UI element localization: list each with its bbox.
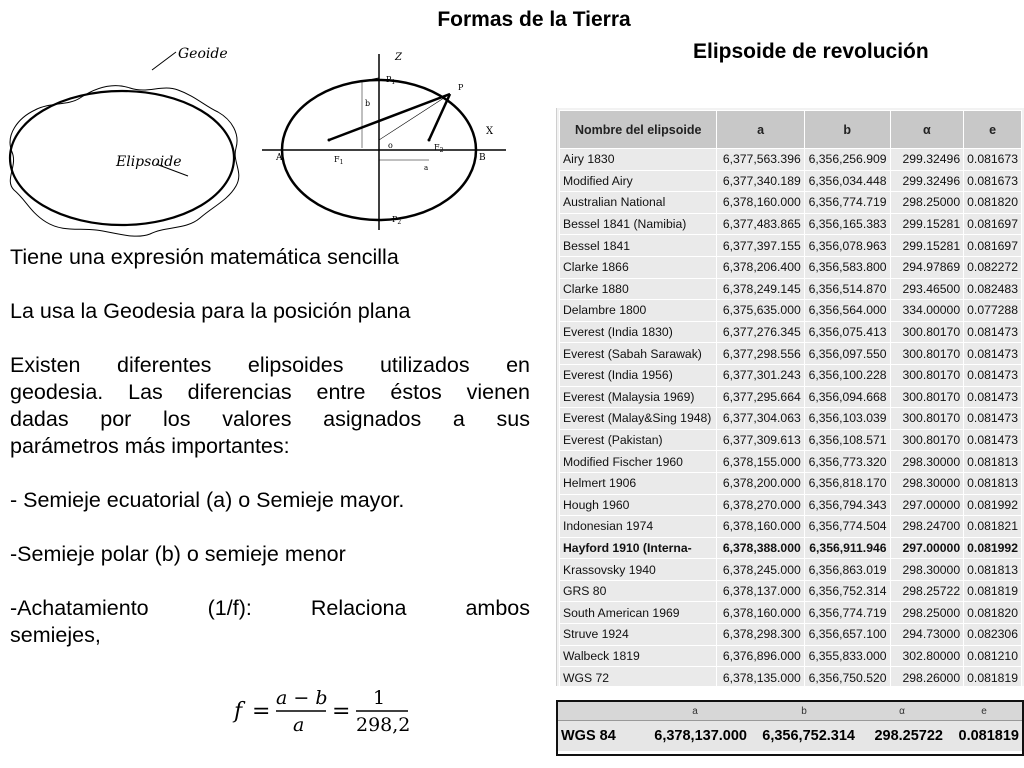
flattening-formula (232, 682, 432, 738)
table-row (560, 580, 1022, 602)
cell-e: 0.081473 (964, 364, 1022, 386)
cell-e: 0.081210 (964, 645, 1022, 667)
cell-a: 6,377,301.243 (717, 364, 804, 386)
table-row (560, 667, 1022, 686)
geoide-label: Geoide (178, 46, 228, 62)
cell-alpha: 298.25722 (890, 580, 964, 602)
text-line-5: -Semieje polar (b) o semieje menor (10, 542, 346, 566)
cell-b: 6,356,165.383 (804, 213, 890, 235)
A-label: A (276, 153, 283, 163)
cell-b: 6,356,103.039 (804, 408, 890, 430)
cell-alpha: 298.24700 (890, 516, 964, 538)
cell-b: 6,356,657.100 (804, 624, 890, 646)
cell-a: 6,378,245.000 (717, 559, 804, 581)
cell-name: WGS 72 (560, 667, 717, 686)
cell-a: 6,378,298.300 (717, 624, 804, 646)
cell-e: 0.081813 (964, 472, 1022, 494)
cell-alpha: 294.73000 (890, 624, 964, 646)
cell-b: 6,356,097.550 (804, 343, 890, 365)
z-axis-label: Z (395, 52, 402, 63)
cell-b: 6,356,075.413 (804, 321, 890, 343)
table-row (560, 343, 1022, 365)
table-row (560, 149, 1022, 171)
cell-alpha: 299.32496 (890, 149, 964, 171)
table-row (560, 192, 1022, 214)
formula-num2: 1 (373, 687, 386, 709)
cell-e: 0.081697 (964, 213, 1022, 235)
cell-alpha: 298.26000 (890, 667, 964, 686)
table-row (560, 364, 1022, 386)
wgs84-name: WGS 84 (558, 721, 640, 752)
ellipsoid-table-body (560, 149, 1022, 687)
cell-e: 0.081819 (964, 667, 1022, 686)
cell-name: Australian National (560, 192, 717, 214)
cell-a: 6,375,635.000 (717, 300, 804, 322)
cell-a: 6,378,160.000 (717, 602, 804, 624)
wgs84-panel (556, 700, 1024, 756)
wgs84-header-alpha: α (858, 702, 946, 721)
cell-name: Modified Airy (560, 170, 717, 192)
cell-e: 0.082483 (964, 278, 1022, 300)
cell-a: 6,377,397.155 (717, 235, 804, 257)
wgs84-header-a: a (640, 702, 750, 721)
ellipsoid-table (559, 110, 1022, 686)
cell-b: 6,356,794.343 (804, 494, 890, 516)
cell-alpha: 299.32496 (890, 170, 964, 192)
cell-name: Clarke 1866 (560, 256, 717, 278)
cell-a: 6,378,135.000 (717, 667, 804, 686)
cell-e: 0.081992 (964, 494, 1022, 516)
formula-f: f (234, 699, 243, 724)
cell-alpha: 299.15281 (890, 235, 964, 257)
cell-b: 6,356,256.909 (804, 149, 890, 171)
cell-a: 6,378,270.000 (717, 494, 804, 516)
formula-eq1: = (252, 699, 271, 724)
table-row (560, 537, 1022, 559)
cell-a: 6,376,896.000 (717, 645, 804, 667)
cell-alpha: 293.46500 (890, 278, 964, 300)
table-row (560, 408, 1022, 430)
cell-alpha: 334.00000 (890, 300, 964, 322)
cell-alpha: 300.80170 (890, 364, 964, 386)
cell-a: 6,377,563.396 (717, 149, 804, 171)
text-para3-line-2: geodesia. Las diferencias entre éstos vienen (10, 380, 530, 404)
cell-e: 0.081992 (964, 537, 1022, 559)
cell-b: 6,356,564.000 (804, 300, 890, 322)
text-line-6a: -Achatamiento (1/f): Relaciona ambos (10, 596, 530, 620)
p2-sub: 2 (397, 219, 402, 226)
cell-alpha: 299.15281 (890, 213, 964, 235)
table-row (560, 235, 1022, 257)
cell-b: 6,356,863.019 (804, 559, 890, 581)
cell-name: South American 1969 (560, 602, 717, 624)
f1-main: F (334, 155, 340, 164)
cell-b: 6,356,911.946 (804, 537, 890, 559)
cell-a: 6,378,155.000 (717, 451, 804, 473)
table-row (560, 213, 1022, 235)
cell-alpha: 300.80170 (890, 386, 964, 408)
cell-e: 0.082306 (964, 624, 1022, 646)
header-e: e (964, 111, 1022, 149)
cell-a: 6,378,206.400 (717, 256, 804, 278)
cell-e: 0.081473 (964, 429, 1022, 451)
wgs84-header-b: b (750, 702, 858, 721)
b-label: b (365, 99, 371, 108)
cell-name: GRS 80 (560, 580, 717, 602)
B-label: B (479, 153, 486, 163)
cell-e: 0.081673 (964, 170, 1022, 192)
cell-b: 6,356,773.320 (804, 451, 890, 473)
ellipsoid-table-panel (556, 108, 1024, 686)
p2-main: P (392, 215, 398, 224)
cell-name: Delambre 1800 (560, 300, 717, 322)
formula-num: a − b (276, 687, 328, 709)
cell-name: Hough 1960 (560, 494, 717, 516)
cell-alpha: 300.80170 (890, 321, 964, 343)
table-row (560, 624, 1022, 646)
cell-a: 6,377,295.664 (717, 386, 804, 408)
cell-name: Bessel 1841 (560, 235, 717, 257)
cell-e: 0.081820 (964, 192, 1022, 214)
elipsoide-label: Elipsoide (116, 154, 182, 170)
cell-e: 0.081813 (964, 451, 1022, 473)
cell-alpha: 297.00000 (890, 537, 964, 559)
cell-name: Everest (India 1830) (560, 321, 717, 343)
slide-subtitle: Elipsoide de revolución (693, 40, 929, 63)
table-row (560, 278, 1022, 300)
cell-b: 6,356,078.963 (804, 235, 890, 257)
table-row (560, 516, 1022, 538)
cell-e: 0.081819 (964, 580, 1022, 602)
cell-e: 0.081697 (964, 235, 1022, 257)
cell-a: 6,378,137.000 (717, 580, 804, 602)
cell-name: Everest (Malay&Sing 1948) (560, 408, 717, 430)
cell-alpha: 294.97869 (890, 256, 964, 278)
cell-b: 6,356,034.448 (804, 170, 890, 192)
table-row (560, 386, 1022, 408)
cell-e: 0.081473 (964, 343, 1022, 365)
formula-den: a (293, 714, 305, 736)
cell-b: 6,356,108.571 (804, 429, 890, 451)
cell-b: 6,355,833.000 (804, 645, 890, 667)
cell-name: Everest (Sabah Sarawak) (560, 343, 717, 365)
header-b: b (804, 111, 890, 149)
table-row (560, 170, 1022, 192)
cell-a: 6,377,304.063 (717, 408, 804, 430)
cell-name: Modified Fischer 1960 (560, 451, 717, 473)
cell-b: 6,356,774.719 (804, 192, 890, 214)
f2-main: F (434, 143, 440, 152)
cell-alpha: 298.25000 (890, 192, 964, 214)
table-row (560, 451, 1022, 473)
cell-a: 6,378,160.000 (717, 516, 804, 538)
slide-title: Formas de la Tierra (437, 8, 631, 31)
text-line-2: La usa la Geodesia para la posición plana (10, 299, 411, 323)
cell-a: 6,377,276.345 (717, 321, 804, 343)
cell-name: Krassovsky 1940 (560, 559, 717, 581)
formula-den2: 298,2 (356, 714, 411, 736)
cell-a: 6,378,249.145 (717, 278, 804, 300)
header-alpha: α (890, 111, 964, 149)
cell-e: 0.081473 (964, 321, 1022, 343)
cell-a: 6,378,200.000 (717, 472, 804, 494)
cell-b: 6,356,100.228 (804, 364, 890, 386)
cell-b: 6,356,818.170 (804, 472, 890, 494)
cell-alpha: 298.30000 (890, 451, 964, 473)
table-row (560, 559, 1022, 581)
cell-alpha: 298.30000 (890, 472, 964, 494)
cell-alpha: 300.80170 (890, 343, 964, 365)
cell-e: 0.081673 (964, 149, 1022, 171)
x-axis-label: X (486, 126, 494, 137)
cell-alpha: 298.25000 (890, 602, 964, 624)
cell-e: 0.081473 (964, 386, 1022, 408)
f2-sub: 2 (439, 147, 444, 154)
cell-alpha: 298.30000 (890, 559, 964, 581)
cell-e: 0.077288 (964, 300, 1022, 322)
table-row (560, 494, 1022, 516)
header-name: Nombre del elipsoide (560, 111, 717, 149)
wgs84-row (558, 721, 1022, 752)
wgs84-a: 6,378,137.000 (640, 721, 750, 752)
cell-b: 6,356,752.314 (804, 580, 890, 602)
cell-b: 6,356,514.870 (804, 278, 890, 300)
ellipse-geometry-figure (254, 44, 514, 234)
wgs84-b: 6,356,752.314 (750, 721, 858, 752)
header-a: a (717, 111, 804, 149)
cell-name: Everest (Malaysia 1969) (560, 386, 717, 408)
p1-main: P (386, 75, 392, 84)
wgs84-header-e: e (946, 702, 1022, 721)
table-row (560, 256, 1022, 278)
text-line-4: - Semieje ecuatorial (a) o Semieje mayor. (10, 488, 405, 512)
wgs84-alpha: 298.25722 (858, 721, 946, 752)
cell-name: Bessel 1841 (Namibia) (560, 213, 717, 235)
wgs84-table (558, 702, 1022, 751)
cell-a: 6,377,340.189 (717, 170, 804, 192)
cell-b: 6,356,094.668 (804, 386, 890, 408)
body-text (10, 244, 530, 649)
cell-b: 6,356,774.719 (804, 602, 890, 624)
cell-e: 0.081821 (964, 516, 1022, 538)
geoid-ellipsoid-figure (0, 40, 250, 240)
text-para3-line-4: parámetros más importantes: (10, 434, 290, 458)
table-row (560, 602, 1022, 624)
cell-name: Struve 1924 (560, 624, 717, 646)
cell-a: 6,378,388.000 (717, 537, 804, 559)
cell-b: 6,356,583.800 (804, 256, 890, 278)
table-row (560, 300, 1022, 322)
cell-alpha: 300.80170 (890, 408, 964, 430)
table-row (560, 321, 1022, 343)
text-line-6b: semiejes, (10, 623, 101, 647)
cell-b: 6,356,750.520 (804, 667, 890, 686)
cell-alpha: 297.00000 (890, 494, 964, 516)
p-label: P (458, 83, 464, 92)
cell-name: Airy 1830 (560, 149, 717, 171)
f1-sub: 1 (339, 159, 344, 166)
cell-name: Hayford 1910 (Interna- (560, 537, 717, 559)
cell-e: 0.081473 (964, 408, 1022, 430)
wgs84-header-row (558, 702, 1022, 721)
formula-eq2: = (332, 699, 351, 724)
cell-name: Everest (India 1956) (560, 364, 717, 386)
p1-sub: 1 (391, 79, 396, 86)
cell-e: 0.082272 (964, 256, 1022, 278)
cell-a: 6,377,298.556 (717, 343, 804, 365)
cell-alpha: 302.80000 (890, 645, 964, 667)
cell-a: 6,378,160.000 (717, 192, 804, 214)
text-para3-line-3: dadas por los valores asignados a sus (10, 407, 530, 431)
cell-a: 6,377,483.865 (717, 213, 804, 235)
cell-name: Everest (Pakistan) (560, 429, 717, 451)
cell-name: Walbeck 1819 (560, 645, 717, 667)
cell-a: 6,377,309.613 (717, 429, 804, 451)
table-row (560, 472, 1022, 494)
cell-e: 0.081813 (964, 559, 1022, 581)
a-label: a (424, 164, 429, 172)
table-header-row (560, 111, 1022, 149)
wgs84-header-name (558, 702, 640, 721)
cell-e: 0.081820 (964, 602, 1022, 624)
cell-name: Helmert 1906 (560, 472, 717, 494)
table-row (560, 645, 1022, 667)
cell-name: Indonesian 1974 (560, 516, 717, 538)
text-para3-line-1: Existen diferentes elipsoides utilizados en (10, 353, 530, 377)
text-line-1: Tiene una expresión matemática sencilla (10, 245, 399, 269)
cell-b: 6,356,774.504 (804, 516, 890, 538)
table-row (560, 429, 1022, 451)
o-label: o (388, 141, 393, 150)
cell-name: Clarke 1880 (560, 278, 717, 300)
wgs84-e: 0.081819 (946, 721, 1022, 752)
cell-alpha: 300.80170 (890, 429, 964, 451)
